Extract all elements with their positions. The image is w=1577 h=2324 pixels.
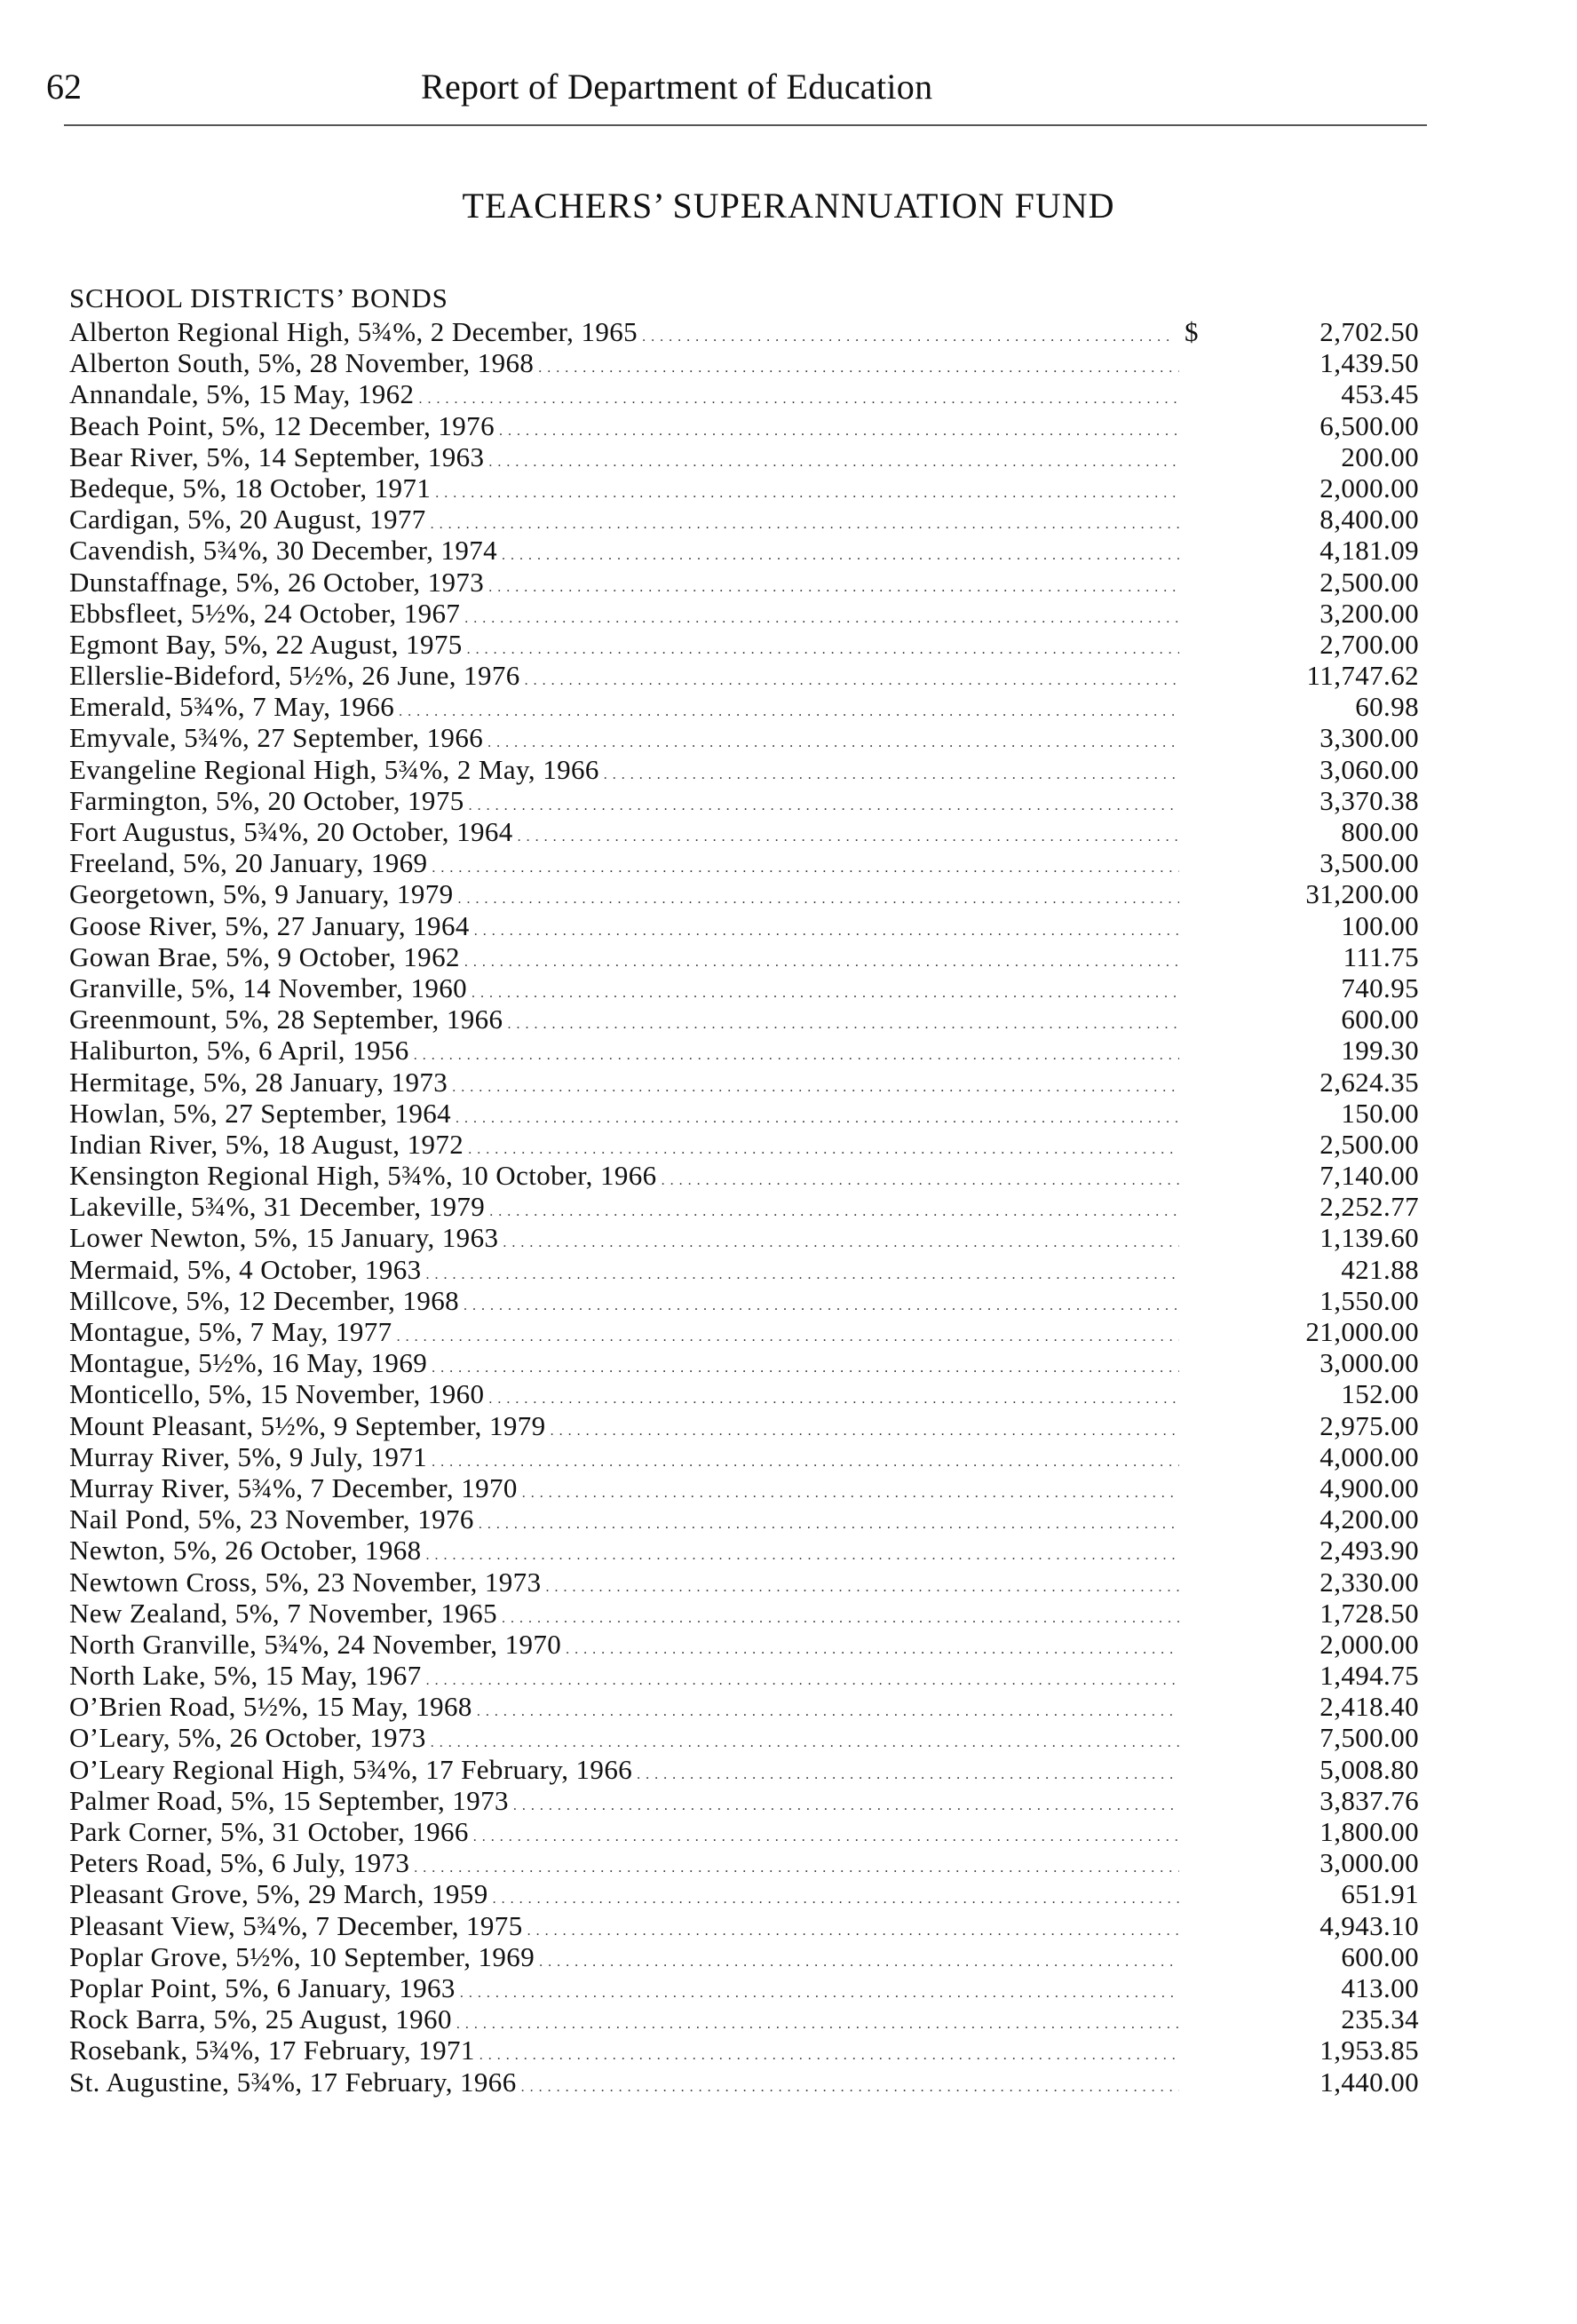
bond-description: Newtown Cross, 5%, 23 November, 1973 . . . [69,1567,1179,1603]
running-head [46,66,1427,112]
bond-description: Bear River, 5%, 14 September, 1963 . . . [69,441,1179,478]
bond-description: Murray River, 5¾%, 7 December, 1970 . . . [69,1472,1179,1509]
bond-amount: 152.00 [1341,1378,1419,1410]
bond-row [69,441,1419,472]
bond-amount: 21,000.00 [1305,1316,1419,1347]
bond-description: Granville, 5%, 14 November, 1960 . . . [69,972,1179,1009]
bond-row [69,1972,1419,2003]
bond-description: Newton, 5%, 26 October, 1968 . . . [69,1535,1179,1571]
bond-description: Cardigan, 5%, 20 August, 1977 . . . [69,504,1179,540]
bond-row [69,2034,1419,2066]
bond-row [69,1441,1419,1472]
bond-amount: 31,200.00 [1305,878,1419,910]
bond-row [69,1347,1419,1378]
bond-row [69,1191,1419,1222]
bond-description: Gowan Brae, 5%, 9 October, 1962 . . . [69,941,1179,978]
bond-amount: 4,000.00 [1319,1440,1419,1472]
bond-row [69,567,1419,598]
bond-row [69,1567,1419,1598]
bond-row [69,1535,1419,1566]
bond-row [69,1816,1419,1847]
bond-description: Kensington Regional High, 5¾%, 10 October, 1966 . . . [69,1160,1179,1196]
bond-description: Nail Pond, 5%, 23 November, 1976 . . . [69,1503,1179,1540]
bond-row [69,1035,1419,1066]
bond-amount: 1,494.75 [1319,1660,1419,1692]
bond-description: Annandale, 5%, 15 May, 1962 . . . [69,378,1179,415]
bond-amount: 7,140.00 [1319,1160,1419,1192]
bond-row [69,1129,1419,1160]
bond-description: Hermitage, 5%, 28 January, 1973 . . . [69,1067,1179,1103]
bond-amount: 2,000.00 [1319,472,1419,504]
bond-row [69,410,1419,441]
bond-amount: 1,139.60 [1319,1222,1419,1254]
bond-description: Greenmount, 5%, 28 September, 1966 . . . [69,1003,1179,1040]
bond-description: Bedeque, 5%, 18 October, 1971 . . . [69,472,1179,509]
bond-description: Pleasant View, 5¾%, 7 December, 1975 . . . [69,1910,1179,1947]
bond-amount: 235.34 [1341,2003,1419,2035]
bond-row [69,816,1419,847]
bond-amount: 4,181.09 [1319,535,1419,567]
bond-amount: 1,800.00 [1319,1816,1419,1847]
bond-row [69,1847,1419,1878]
bond-amount: 800.00 [1341,816,1419,847]
bond-description: Montague, 5%, 7 May, 1977 . . . [69,1316,1179,1352]
bond-description: Peters Road, 5%, 6 July, 1973 . . . [69,1847,1179,1884]
bond-description: Murray River, 5%, 9 July, 1971 . . . [69,1441,1179,1478]
bond-amount: 4,900.00 [1319,1471,1419,1503]
bond-amount: 5,008.80 [1319,1753,1419,1785]
bond-amount: 3,500.00 [1319,847,1419,879]
bond-row [69,1660,1419,1691]
bond-description: Mermaid, 5%, 4 October, 1963 . . . [69,1254,1179,1290]
bond-row [69,472,1419,504]
bond-row [69,1160,1419,1191]
bond-description: Georgetown, 5%, 9 January, 1979 . . . [69,878,1179,915]
bond-amount: 1,728.50 [1319,1597,1419,1629]
bond-row [69,2066,1419,2098]
section-heading: SCHOOL DISTRICTS’ BONDS [69,282,448,313]
bond-amount: 1,550.00 [1319,1284,1419,1316]
bond-row [69,754,1419,785]
bond-amount: 2,702.50 [1319,316,1419,347]
bond-amount: 1,439.50 [1319,347,1419,379]
page-title: TEACHERS’ SUPERANNUATION FUND [462,186,1115,226]
bond-row [69,972,1419,1003]
bond-description: St. Augustine, 5¾%, 17 February, 1966 . . . [69,2066,1179,2103]
bond-description: Alberton South, 5%, 28 November, 1968 . . . [69,347,1179,384]
bond-row [69,1098,1419,1129]
bond-row [69,1003,1419,1035]
bond-description: Fort Augustus, 5¾%, 20 October, 1964 . . . [69,816,1179,853]
bond-amount: 1,953.85 [1319,2034,1419,2066]
bond-row [69,660,1419,691]
bond-amount: 600.00 [1341,1003,1419,1035]
bond-description: Lower Newton, 5%, 15 January, 1963 . . . [69,1222,1179,1258]
bond-description: Montague, 5½%, 16 May, 1969 . . . [69,1347,1179,1384]
bond-row [69,691,1419,722]
bond-description: Park Corner, 5%, 31 October, 1966 . . . [69,1816,1179,1852]
bond-amount: 3,200.00 [1319,597,1419,629]
bond-row [69,1754,1419,1785]
bond-amount: 3,300.00 [1319,722,1419,754]
bond-description: Ebbsfleet, 5½%, 24 October, 1967 . . . [69,598,1179,634]
bond-amount: 1,440.00 [1319,2066,1419,2098]
bond-description: Goose River, 5%, 27 January, 1964 . . . [69,910,1179,947]
bond-description: Pleasant Grove, 5%, 29 March, 1959 . . . [69,1878,1179,1915]
bond-amount: 200.00 [1341,440,1419,472]
currency-symbol: $ [1174,316,1209,347]
bond-row [69,1598,1419,1629]
bond-list [69,316,1419,2098]
bond-amount: 2,252.77 [1319,1191,1419,1223]
bond-description: New Zealand, 5%, 7 November, 1965 . . . [69,1598,1179,1634]
bond-amount: 2,700.00 [1319,628,1419,660]
bond-row [69,316,1419,347]
bond-amount: 11,747.62 [1306,660,1419,692]
bond-amount: 6,500.00 [1319,409,1419,441]
bond-amount: 453.45 [1341,378,1419,410]
bond-description: Haliburton, 5%, 6 April, 1956 . . . [69,1035,1179,1071]
bond-row [69,1691,1419,1722]
bond-row [69,1472,1419,1503]
bond-row [69,1254,1419,1285]
bond-row [69,378,1419,409]
bond-row [69,1410,1419,1441]
bond-row [69,910,1419,941]
bond-description: Rock Barra, 5%, 25 August, 1960 . . . [69,2003,1179,2040]
bond-description: Ellerslie-Bideford, 5½%, 26 June, 1976 . . . [69,660,1179,696]
bond-row [69,1629,1419,1660]
bond-description: Egmont Bay, 5%, 22 August, 1975 . . . [69,629,1179,665]
bond-amount: 150.00 [1341,1097,1419,1129]
bond-amount: 3,837.76 [1319,1784,1419,1816]
bond-description: Freeland, 5%, 20 January, 1969 . . . [69,847,1179,884]
bond-amount: 199.30 [1341,1035,1419,1067]
bond-row [69,535,1419,566]
bond-amount: 60.98 [1355,691,1419,723]
bond-amount: 7,500.00 [1319,1722,1419,1754]
bond-amount: 2,500.00 [1319,566,1419,598]
bond-description: Howlan, 5%, 27 September, 1964 . . . [69,1098,1179,1134]
bond-description: Mount Pleasant, 5½%, 9 September, 1979 . . . [69,1410,1179,1447]
bond-row [69,1878,1419,1909]
bond-row [69,941,1419,972]
bond-row [69,1378,1419,1409]
bond-amount: 4,943.10 [1319,1909,1419,1941]
bond-description: Emerald, 5¾%, 7 May, 1966 . . . [69,691,1179,727]
bond-row [69,1285,1419,1316]
bond-row [69,598,1419,629]
bond-amount: 3,370.38 [1319,784,1419,816]
bond-amount: 413.00 [1341,1971,1419,2003]
bond-row [69,629,1419,660]
bond-amount: 4,200.00 [1319,1503,1419,1535]
bond-amount: 740.95 [1341,972,1419,1003]
bond-description: Palmer Road, 5%, 15 September, 1973 . . . [69,1785,1179,1821]
bond-amount: 2,493.90 [1319,1535,1419,1567]
bond-amount: 651.91 [1341,1878,1419,1910]
bond-description: Farmington, 5%, 20 October, 1975 . . . [69,785,1179,821]
running-title: Report of Department of Education [421,67,933,107]
bond-amount: 421.88 [1341,1253,1419,1285]
bond-row [69,1503,1419,1535]
bond-amount: 111.75 [1343,940,1419,972]
bond-row [69,722,1419,753]
page-number: 62 [46,67,82,107]
bond-row [69,1222,1419,1253]
bond-description: Rosebank, 5¾%, 17 February, 1971 . . . [69,2034,1179,2071]
bond-row [69,1067,1419,1098]
bond-amount: 2,500.00 [1319,1128,1419,1160]
header-divider [64,124,1427,126]
bond-description: Beach Point, 5%, 12 December, 1976 . . . [69,410,1179,447]
bond-amount: 3,000.00 [1319,1347,1419,1379]
bond-row [69,504,1419,535]
bond-description: Dunstaffnage, 5%, 26 October, 1973 . . . [69,567,1179,603]
bond-amount: 2,418.40 [1319,1691,1419,1723]
bond-description: O’Leary Regional High, 5¾%, 17 February, 1966 . . . [69,1754,1179,1790]
bond-row [69,1316,1419,1347]
bond-row [69,1941,1419,1972]
bond-row [69,785,1419,816]
bond-row [69,1722,1419,1753]
bond-description: Poplar Grove, 5½%, 10 September, 1969 . . . [69,1941,1179,1978]
bond-description: Poplar Point, 5%, 6 January, 1963 . . . [69,1972,1179,2009]
bond-row [69,847,1419,878]
bond-amount: 2,000.00 [1319,1628,1419,1660]
bond-row [69,878,1419,909]
bond-description: Indian River, 5%, 18 August, 1972 . . . [69,1129,1179,1165]
bond-row [69,1785,1419,1816]
bond-amount: 600.00 [1341,1940,1419,1972]
bond-description: O’Brien Road, 5½%, 15 May, 1968 . . . [69,1691,1179,1727]
bond-description: Millcove, 5%, 12 December, 1968 . . . [69,1285,1179,1321]
bond-description: Lakeville, 5¾%, 31 December, 1979 . . . [69,1191,1179,1227]
bond-description: Alberton Regional High, 5¾%, 2 December, 1965 . . . [69,316,1179,353]
bond-row [69,1910,1419,1941]
bond-amount: 3,000.00 [1319,1847,1419,1879]
bond-description: O’Leary, 5%, 26 October, 1973 . . . [69,1722,1179,1758]
bond-amount: 2,330.00 [1319,1566,1419,1598]
bond-amount: 100.00 [1341,909,1419,941]
bond-amount: 8,400.00 [1319,504,1419,535]
bond-description: Emyvale, 5¾%, 27 September, 1966 . . . [69,722,1179,758]
bond-row [69,347,1419,378]
bond-amount: 2,624.35 [1319,1066,1419,1098]
bond-description: Monticello, 5%, 15 November, 1960 . . . [69,1378,1179,1415]
bond-amount: 2,975.00 [1319,1409,1419,1441]
bond-description: Cavendish, 5¾%, 30 December, 1974 . . . [69,535,1179,571]
bond-row [69,2003,1419,2034]
bond-amount: 3,060.00 [1319,753,1419,785]
bond-description: North Granville, 5¾%, 24 November, 1970 . . . [69,1629,1179,1665]
bond-description: Evangeline Regional High, 5¾%, 2 May, 1966 . . . [69,754,1179,790]
bond-description: North Lake, 5%, 15 May, 1967 . . . [69,1660,1179,1696]
